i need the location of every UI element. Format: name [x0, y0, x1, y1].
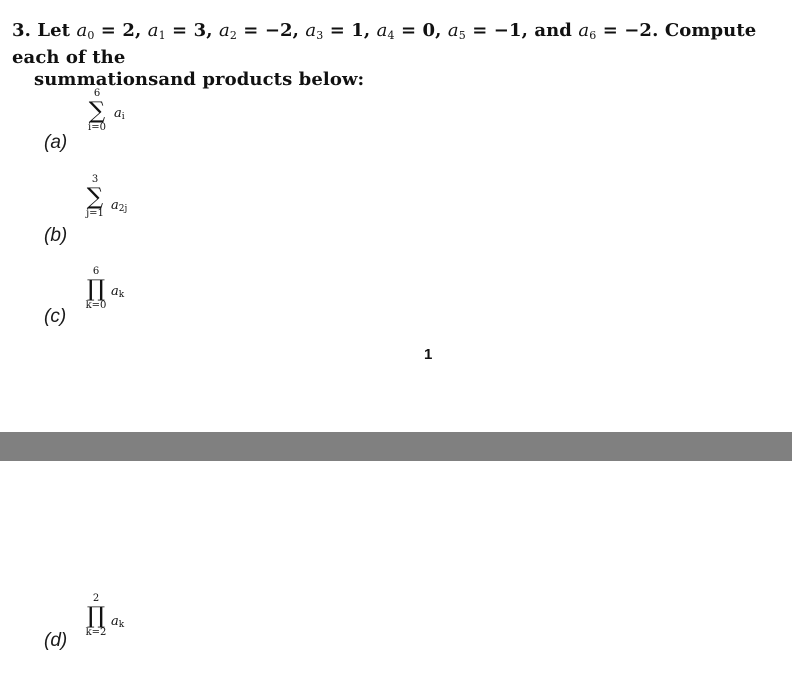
part-label-b: (b) [44, 225, 68, 246]
upper-limit: 6 [92, 266, 100, 277]
term-a6: $a_6 = -2$. [578, 20, 659, 42]
operand-c: $a_k$ [111, 284, 125, 300]
pi-symbol: ∏ [86, 603, 106, 629]
page-separator [0, 432, 792, 461]
problem-intro: Let [37, 20, 71, 41]
operand-a: $a_i$ [114, 106, 125, 122]
term-a1: $a_1 = 3$, [147, 20, 213, 42]
sigma-symbol: ∑ [86, 184, 104, 210]
term-a5: $a_5 = -1$, [447, 20, 528, 42]
and-word: and [534, 20, 572, 41]
term-a4: $a_4 = 0$, [376, 20, 442, 42]
upper-limit: 2 [92, 593, 100, 604]
term-a3: $a_3 = 1$, [305, 20, 371, 42]
product-c [78, 266, 114, 312]
sigma-symbol: ∑ [88, 98, 106, 124]
term-a0: $a_0 = 2$, [76, 20, 142, 42]
pi-symbol: ∏ [86, 276, 106, 302]
problem-statement [12, 20, 787, 91]
product-d [78, 593, 114, 639]
operand-b: $a_{2j}$ [111, 198, 128, 214]
instruction-line2: summationsand products below: [34, 69, 365, 90]
upper-limit: 3 [91, 174, 99, 185]
operand-d: $a_k$ [111, 614, 125, 630]
problem-number: 3. [12, 20, 31, 41]
instruction-line1: Compute each of the [12, 20, 757, 68]
page-number: 1 [424, 346, 433, 363]
term-a2: $a_2 = -2$, [218, 20, 300, 42]
summation-a [79, 88, 115, 134]
part-label-a: (a) [44, 132, 68, 153]
lower-limit: i=0 [88, 122, 106, 133]
part-label-c: (c) [44, 306, 67, 327]
lower-limit: k=2 [85, 627, 107, 638]
upper-limit: 6 [93, 88, 101, 99]
page-2 [0, 461, 792, 676]
summation-b [77, 174, 113, 220]
lower-limit: j=1 [86, 208, 104, 219]
part-label-d: (d) [44, 630, 68, 651]
lower-limit: k=0 [85, 300, 107, 311]
